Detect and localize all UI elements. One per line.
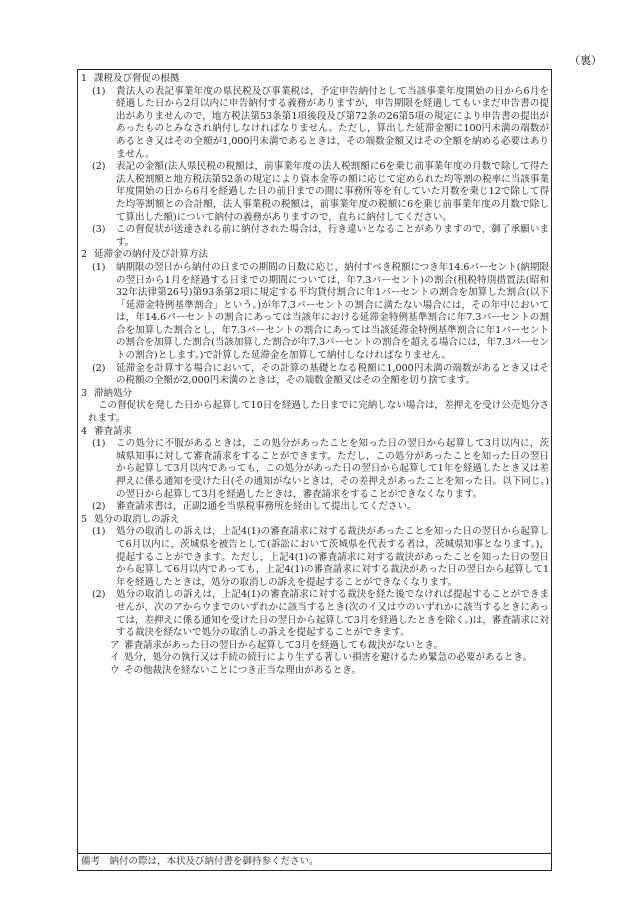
paragraph-text: 延滞金を計算する場合において，その計算の基礎となる税額に1,000円未満の端数があるとき又はその税額の全額が2,000円未満のときは，その端数金額又はその全額を切り捨てます。 xyxy=(116,362,549,387)
sub-item-marker: ア xyxy=(110,639,120,651)
paragraph-text: この処分に不服があるときは，この処分があったことを知った日の翌日から起算して3月以内に，茨城県知事に対して審査請求をすることができます。ただし，この処分があったことを知った日の翌日から起算して3月以内であっても，この処分があった日の翌日から起算して1年を経過したとき又は差押えに係る通知を受けた日(その通知がないときは，その差押えがあったことを知った日。以下同じ。)の翌日から起算して3月を経過したときは，審査請求をすることができなくなります。 xyxy=(116,438,549,500)
numbered-paragraph xyxy=(80,86,549,162)
sub-item-text: 処分，処分の執行又は手続の続行により生ずる著しい損害を避けるため緊急の必要があるとき。 xyxy=(124,652,533,664)
numbered-paragraph xyxy=(80,262,549,363)
section-heading xyxy=(80,249,549,262)
paragraph-number: (2) xyxy=(92,161,106,173)
paragraph-number: (2) xyxy=(92,362,106,374)
sub-item-marker: ウ xyxy=(110,664,120,676)
section-paragraph: この督促状を発した日から起算して10日を経過した日までに完納しない場合は，差押えを受け公売処分されます。 xyxy=(88,400,549,425)
remarks-label: 備考 xyxy=(81,856,101,867)
paragraph-number: (1) xyxy=(92,438,106,450)
numbered-paragraph xyxy=(80,501,549,514)
paragraph-text: 表記の金額(法人県民税の税額は，前事業年度の法人税割額に6を乗じ前事業年度の月数で除して得た法人税割額と地方税法第52条の規定により資本金等の額に応じて定められた均等割の税率に当該事業年度開始の日から6月を経過した日の前日までの間に事務所等を有していた月数を乗じ12で除して得た均等割額との合計額，法人事業税の税額は，前事業年度の税額に6を乗じ前事業年度の月数で除して算出した額)について納付の義務がありますので，直ちに納付してください。 xyxy=(116,161,549,223)
paragraph-number: (1) xyxy=(92,526,106,538)
sub-item-marker: イ xyxy=(110,652,120,664)
numbered-paragraph xyxy=(80,363,549,388)
numbered-paragraph xyxy=(80,224,549,249)
paragraph-number: (3) xyxy=(92,224,106,236)
sub-item xyxy=(80,652,549,665)
section-heading xyxy=(80,388,549,401)
sub-item-text: その他裁決を経ないことにつき正当な理由があるとき。 xyxy=(124,664,361,676)
section-title: 審査請求 xyxy=(94,425,133,437)
paragraph-text: この督促状が送達される前に納付された場合は，行き違いとなることがありますので，御了承願います。 xyxy=(116,224,549,248)
paragraph-text: 貴法人の表記事業年度の県民税及び事業税は，予定申告納付として当該事業年度開始の日から6月を経過した日から2月以内に申告納付する義務がありますが，申告期限を経過してもいまだ申告書の提出がありませんので，地方税法第53条第1項後段及び第72条の26第5項の規定により申告書の提出があったものとみなされ納付しなければなりません。ただし，算出した延滞金額に100円未満の端数があるとき又はその全額が1,000円未満であるときは，その端数金額又はその全額を納める必要はありません。 xyxy=(116,85,549,160)
sub-item-text: 審査請求があった日の翌日から起算して3月を経過しても裁決がないとき。 xyxy=(124,639,444,651)
section-title: 延滞金の納付及び計算方法 xyxy=(94,249,209,261)
paragraph-text: 納期限の翌日から納付の日までの期間の日数に応じ，納付すべき税額につき年14.6パーセント(納期限の翌日から1月を経過する日までの期間については，年7.3パーセント)の割合(租税特別措置法(昭和32年法律第26号)第93条第2項に規定する平均貸付割合に年1パーセントの割合を加算した割合(以下「延滞金特例基準割合」という。)が年7.3パーセントの割合に満たない場合には，その年中においては，年14.6パーセントの割合にあっては当該年における延滞金特例基準割合に年7.3パーセントの割合を加算した割合とし，年7.3パーセントの割合にあっては当該延滞金特例基準割合に年1パーセントの割合を加算した割合(当該加算した割合が年7.3パーセントの割合を超える場合には，年7.3パーセントの割合)とします。)で計算した延滞金を加算して納付しなければなりません。 xyxy=(116,261,549,362)
paragraph-text: 処分の取消しの訴えは，上記4(1)の審査請求に対する裁決があったことを知った日の翌日から起算して6月以内に，茨城県を被告として(訴訟において茨城県を代表する者は，茨城県知事となります。)，提起することができます。ただし，上記4(1)の審査請求に対する裁決があったことを知った日の翌日から起算して6月以内であっても，上記4(1)の審査請求に対する裁決があった日の翌日から起算して1年を経過したときは，処分の取消しの訴えを提起することができなくなります。 xyxy=(116,526,549,588)
paragraph-number: (2) xyxy=(92,501,106,513)
numbered-paragraph xyxy=(80,589,549,639)
sub-item xyxy=(80,665,549,678)
remarks-row xyxy=(78,853,551,870)
section-title: 処分の取消しの訴え xyxy=(94,513,180,525)
section-heading xyxy=(80,426,549,439)
section-number: 2 xyxy=(81,249,88,261)
notes-content xyxy=(80,73,549,850)
section-title: 課税及び督促の根拠 xyxy=(94,73,180,84)
page-side-label: （裏） xyxy=(569,54,602,67)
sub-item xyxy=(80,640,549,653)
section-number: 4 xyxy=(81,425,88,437)
numbered-paragraph xyxy=(80,526,549,589)
paragraph-number: (1) xyxy=(92,85,106,97)
section-number: 5 xyxy=(81,513,88,525)
section-heading xyxy=(80,73,549,86)
paragraph-number: (2) xyxy=(92,589,106,601)
numbered-paragraph xyxy=(80,161,549,224)
paragraph-text: 処分の取消しの訴えは，上記4(1)の審査請求に対する裁決を経た後でなければ提起することができませんが，次のアからウまでのいずれかに該当するとき(次のイ又はウのいずれかに該当するときにあっては，差押えに係る通知を受けた日の翌日から起算して3月を経過したときを除く。)は，審査請求に対する裁決を経ないで処分の取消しの訴えを提起することができます。 xyxy=(116,589,549,639)
section-heading xyxy=(80,514,549,527)
section-number: 3 xyxy=(81,387,88,399)
paragraph-number: (1) xyxy=(92,261,106,273)
paragraph-text: 審査請求書は，正副2通を当県税事務所を経由して提出してください。 xyxy=(116,501,417,513)
section-number: 1 xyxy=(81,73,88,84)
section-title: 滞納処分 xyxy=(94,387,133,399)
notes-frame xyxy=(77,69,552,871)
remarks-text: 納付の際は，本状及び納付書を御持参ください。 xyxy=(109,856,319,867)
numbered-paragraph xyxy=(80,438,549,501)
